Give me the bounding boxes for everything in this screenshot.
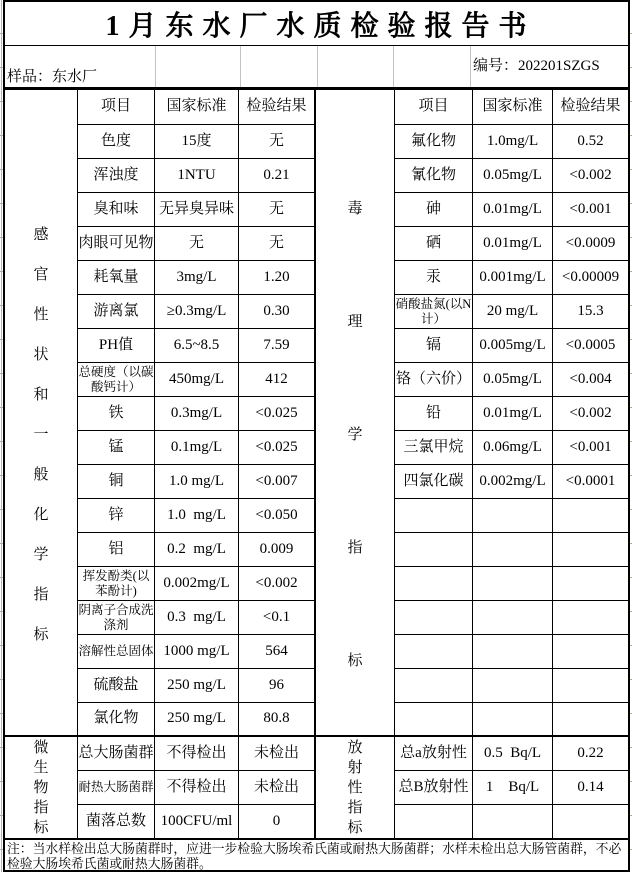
category-char: 指 (33, 799, 49, 816)
table-row (78, 601, 314, 635)
table-cell-item: 四氯化碳 (395, 465, 473, 498)
table-cell-result: 0.30 (263, 302, 290, 319)
table-cell-result: <0.0001 (565, 472, 616, 489)
table-cell-result: <0.1 (262, 608, 291, 625)
table-cell-result: <0.007 (255, 472, 298, 489)
table-row (395, 805, 628, 838)
table-row (78, 737, 314, 771)
table-cell-item: 耐热大肠菌群 (78, 771, 155, 804)
table-cell-result: 0.009 (259, 540, 294, 557)
table-cell-item: 耗氧量 (78, 261, 155, 294)
table-cell-item: 硝酸盐氮(以N计） (395, 295, 473, 328)
table-cell-item: 游离氯 (78, 295, 155, 328)
table-cell-result: <0.0009 (565, 234, 616, 251)
sample-label: 样品：东水厂 (7, 69, 98, 85)
table-cell-item: 溶解性总固体 (78, 635, 155, 668)
category-char: 一 (33, 427, 49, 443)
table-cell-standard: 1.0 mg/L (155, 499, 239, 532)
category-char: 学 (347, 426, 363, 443)
table-cell-item: PH值 (78, 329, 155, 362)
table-cell-standard: 0.005mg/L (473, 329, 553, 362)
table-cell-item: 锌 (78, 499, 155, 532)
table-cell-item (395, 499, 473, 532)
table-row (78, 431, 314, 465)
table-row (78, 227, 314, 261)
table-cell-standard: 0.3 mg/L (155, 601, 239, 634)
gridline (393, 46, 394, 87)
table-cell-item: 阴离子合成洗涤剂 (78, 601, 155, 634)
report-title: 1 月 东 水 厂 水 质 检 验 报 告 书 (5, 2, 628, 46)
table-cell-item (395, 533, 473, 566)
table-cell-item: 总大肠菌群 (78, 737, 155, 770)
table-cell-standard: 1000 mg/L (155, 635, 239, 668)
category-char: 性 (33, 307, 49, 323)
table-cell-standard: 0.5 Bq/L (473, 737, 553, 770)
table-cell-item: 总B放射性 (395, 771, 473, 804)
table-cell-result: 564 (265, 642, 288, 659)
table-cell-item: 肉眼可见物 (78, 227, 155, 260)
table-row (395, 737, 628, 771)
column-header-result: 检验结果 (560, 98, 621, 115)
table-row (395, 363, 628, 397)
table-row (78, 771, 314, 805)
table-row (78, 397, 314, 431)
table-cell-item: 臭和味 (78, 193, 155, 226)
table-cell-result: <0.001 (569, 200, 612, 217)
category-char: 理 (347, 313, 363, 330)
table-row (395, 465, 628, 499)
table-cell-result: 0.52 (577, 132, 604, 149)
table-cell-result (553, 533, 628, 566)
table-cell-result (553, 669, 628, 702)
table-cell-result: 0 (272, 812, 281, 829)
table-cell-result: 未检出 (253, 744, 299, 761)
right-sub-section (395, 737, 628, 838)
table-row (78, 465, 314, 499)
table-cell-item: 总硬度（以碳酸钙计） (78, 363, 155, 396)
category-toxicological (316, 90, 394, 737)
right-header-row (395, 90, 628, 125)
info-row (5, 46, 628, 90)
left-header-row (78, 90, 314, 125)
table-cell-standard (473, 669, 553, 702)
table-cell-result: 15.3 (577, 302, 604, 319)
category-char: 指 (347, 539, 363, 556)
category-char: 性 (347, 779, 363, 796)
table-cell-standard (473, 601, 553, 634)
category-char: 学 (33, 547, 49, 563)
table-row (78, 329, 314, 363)
table-row (395, 159, 628, 193)
table-cell-standard: 15度 (155, 125, 239, 158)
table-cell-result (553, 703, 628, 735)
table-row (78, 261, 314, 295)
table-row (395, 635, 628, 669)
category-sensory-chemical (5, 90, 77, 737)
table-cell-standard: 0.05mg/L (473, 363, 553, 396)
table-cell-standard (473, 499, 553, 532)
gridline (240, 46, 241, 87)
table-cell-result: <0.050 (255, 506, 298, 523)
table-cell-item: 锰 (78, 431, 155, 464)
category-char: 微 (33, 739, 49, 756)
table-cell-item: 铁 (78, 397, 155, 430)
table-cell-item: 挥发酚类(以苯酚计) (78, 567, 155, 600)
table-cell-result: 96 (269, 676, 284, 693)
table-cell-result: <0.00009 (561, 268, 620, 285)
table-cell-result: 0.14 (577, 778, 604, 795)
left-main-section (78, 125, 314, 737)
table-cell-result: <0.025 (255, 438, 298, 455)
table-row (78, 533, 314, 567)
category-char: 物 (33, 779, 49, 796)
category-char: 指 (33, 587, 49, 603)
table-cell-standard (473, 703, 553, 735)
table-cell-result: 412 (265, 370, 288, 387)
table-cell-result: <0.001 (569, 438, 612, 455)
category-char: 感 (33, 227, 49, 243)
table-cell-standard: ≥0.3mg/L (155, 295, 239, 328)
table-row (78, 703, 314, 737)
table-cell-standard: 0.01mg/L (473, 397, 553, 430)
category-char: 化 (33, 507, 49, 523)
gridline (317, 46, 318, 87)
right-data-columns (395, 90, 628, 838)
table-cell-item: 铅 (395, 397, 473, 430)
table-cell-standard: 0.06mg/L (473, 431, 553, 464)
category-char: 标 (347, 652, 363, 669)
table-row (78, 363, 314, 397)
left-data-columns (78, 90, 314, 838)
table-cell-item: 铜 (78, 465, 155, 498)
table-cell-item: 总a放射性 (395, 737, 473, 770)
table-cell-standard: 450mg/L (155, 363, 239, 396)
table-cell-standard: 0.1mg/L (155, 431, 239, 464)
table-row (395, 227, 628, 261)
right-category-column (316, 90, 395, 838)
table-row (78, 159, 314, 193)
table-cell-result (553, 805, 628, 838)
table-cell-result (553, 601, 628, 634)
category-char: 官 (33, 267, 49, 283)
table-cell-standard: 1.0 mg/L (155, 465, 239, 498)
table-cell-item (395, 567, 473, 600)
table-cell-result: 80.8 (263, 710, 290, 727)
table-cell-item (395, 669, 473, 702)
table-cell-result: 1.20 (263, 268, 290, 285)
table-row (395, 533, 628, 567)
table-cell-standard: 0.01mg/L (473, 193, 553, 226)
table-row (78, 635, 314, 669)
gridline (470, 46, 471, 87)
left-category-column (5, 90, 78, 838)
table-cell-standard: 250 mg/L (155, 669, 239, 702)
category-char: 毒 (347, 200, 363, 217)
table-cell-item (395, 703, 473, 735)
table-cell-item: 硫酸盐 (78, 669, 155, 702)
table-cell-standard: 0.2 mg/L (155, 533, 239, 566)
right-table (316, 90, 628, 838)
table-cell-standard: 不得检出 (155, 771, 239, 804)
table-row (395, 499, 628, 533)
table-cell-item (395, 805, 473, 838)
left-table (5, 90, 316, 838)
table-cell-item: 氯化物 (78, 703, 155, 735)
table-cell-standard: 6.5~8.5 (155, 329, 239, 362)
table-cell-item: 色度 (78, 125, 155, 158)
category-char: 放 (347, 739, 363, 756)
table-row (395, 431, 628, 465)
table-cell-result: 无 (268, 132, 284, 149)
table-row (395, 669, 628, 703)
table-cell-standard: 0.002mg/L (473, 465, 553, 498)
table-row (395, 567, 628, 601)
column-header-standard: 国家标准 (473, 90, 553, 124)
table-cell-result: 未检出 (253, 778, 299, 795)
footnote-line: 检验大肠埃希氏菌或耐热大肠菌群。 (7, 857, 212, 870)
table-row (395, 771, 628, 805)
table-cell-standard (473, 635, 553, 668)
table-cell-item (395, 601, 473, 634)
right-main-section (395, 125, 628, 737)
serial-number: 编号：202201SZGS (473, 58, 600, 74)
table-row (78, 193, 314, 227)
table-row (78, 567, 314, 601)
category-char: 指 (347, 799, 363, 816)
table-body (5, 90, 628, 838)
column-header-result: 检验结果 (246, 98, 307, 115)
column-header-item: 项目 (395, 90, 473, 124)
table-cell-standard: 0.05mg/L (473, 159, 553, 192)
table-cell-result: <0.025 (255, 404, 298, 421)
table-cell-standard: 无异臭异味 (155, 193, 239, 226)
table-row (395, 601, 628, 635)
table-row (395, 193, 628, 227)
table-cell-item: 氰化物 (395, 159, 473, 192)
table-cell-result: <0.0005 (565, 336, 616, 353)
table-cell-item: 硒 (395, 227, 473, 260)
category-char: 标 (347, 819, 363, 836)
category-char: 标 (33, 627, 49, 643)
report-table-frame (3, 0, 630, 872)
table-cell-standard: 1 Bq/L (473, 771, 553, 804)
category-char: 状 (33, 347, 49, 363)
table-cell-result: <0.002 (569, 166, 612, 183)
table-cell-standard: 100CFU/ml (155, 805, 239, 838)
table-cell-item: 浑浊度 (78, 159, 155, 192)
table-cell-result: 无 (268, 234, 284, 251)
table-row (395, 703, 628, 737)
table-row (78, 669, 314, 703)
table-cell-standard (473, 533, 553, 566)
column-header-standard: 国家标准 (155, 90, 239, 124)
table-cell-standard: 0.01mg/L (473, 227, 553, 260)
table-row (395, 125, 628, 159)
category-char: 射 (347, 759, 363, 776)
table-cell-result: <0.004 (569, 370, 612, 387)
table-cell-result: 0.21 (263, 166, 290, 183)
table-cell-standard (473, 567, 553, 600)
table-cell-standard: 0.3mg/L (155, 397, 239, 430)
table-row (395, 397, 628, 431)
table-cell-standard: 0.001mg/L (473, 261, 553, 294)
table-cell-item (395, 635, 473, 668)
category-char: 和 (33, 387, 49, 403)
table-row (78, 805, 314, 838)
table-cell-item: 铝 (78, 533, 155, 566)
left-sub-section (78, 737, 314, 838)
footnote (5, 838, 628, 870)
table-cell-standard (473, 805, 553, 838)
table-cell-item: 氟化物 (395, 125, 473, 158)
column-header-item: 项目 (78, 90, 155, 124)
table-cell-standard: 250 mg/L (155, 703, 239, 735)
table-cell-result: <0.002 (569, 404, 612, 421)
category-microbial (5, 737, 77, 838)
table-cell-standard: 无 (155, 227, 239, 260)
table-cell-standard: 1NTU (155, 159, 239, 192)
category-radioactive (316, 737, 394, 838)
table-cell-result: <0.002 (255, 574, 298, 591)
gridline (155, 46, 156, 87)
table-row (78, 499, 314, 533)
table-cell-result (553, 499, 628, 532)
table-cell-result (553, 567, 628, 600)
category-char: 标 (33, 819, 49, 836)
table-cell-standard: 0.002mg/L (155, 567, 239, 600)
footnote-line: 注：当水样检出总大肠菌群时，应进一步检验大肠埃希氏菌或耐热大肠菌群；水样未检出总大肠管菌群，不必 (7, 842, 622, 856)
table-row (395, 329, 628, 363)
table-cell-standard: 20 mg/L (473, 295, 553, 328)
category-char: 生 (33, 759, 49, 776)
table-cell-result (553, 635, 628, 668)
table-row (395, 261, 628, 295)
table-cell-item: 砷 (395, 193, 473, 226)
table-row (78, 125, 314, 159)
table-cell-standard: 不得检出 (155, 737, 239, 770)
table-cell-item: 三氯甲烷 (395, 431, 473, 464)
table-cell-standard: 3mg/L (155, 261, 239, 294)
table-cell-standard: 1.0mg/L (473, 125, 553, 158)
table-cell-result: 0.22 (577, 744, 604, 761)
table-row (395, 295, 628, 329)
category-char: 般 (33, 467, 49, 483)
table-cell-item: 菌落总数 (78, 805, 155, 838)
table-cell-result: 7.59 (263, 336, 290, 353)
table-row (78, 295, 314, 329)
table-cell-item: 镉 (395, 329, 473, 362)
table-cell-result: 无 (268, 200, 284, 217)
table-cell-item: 汞 (395, 261, 473, 294)
table-cell-item: 铬（六价） (395, 363, 473, 396)
